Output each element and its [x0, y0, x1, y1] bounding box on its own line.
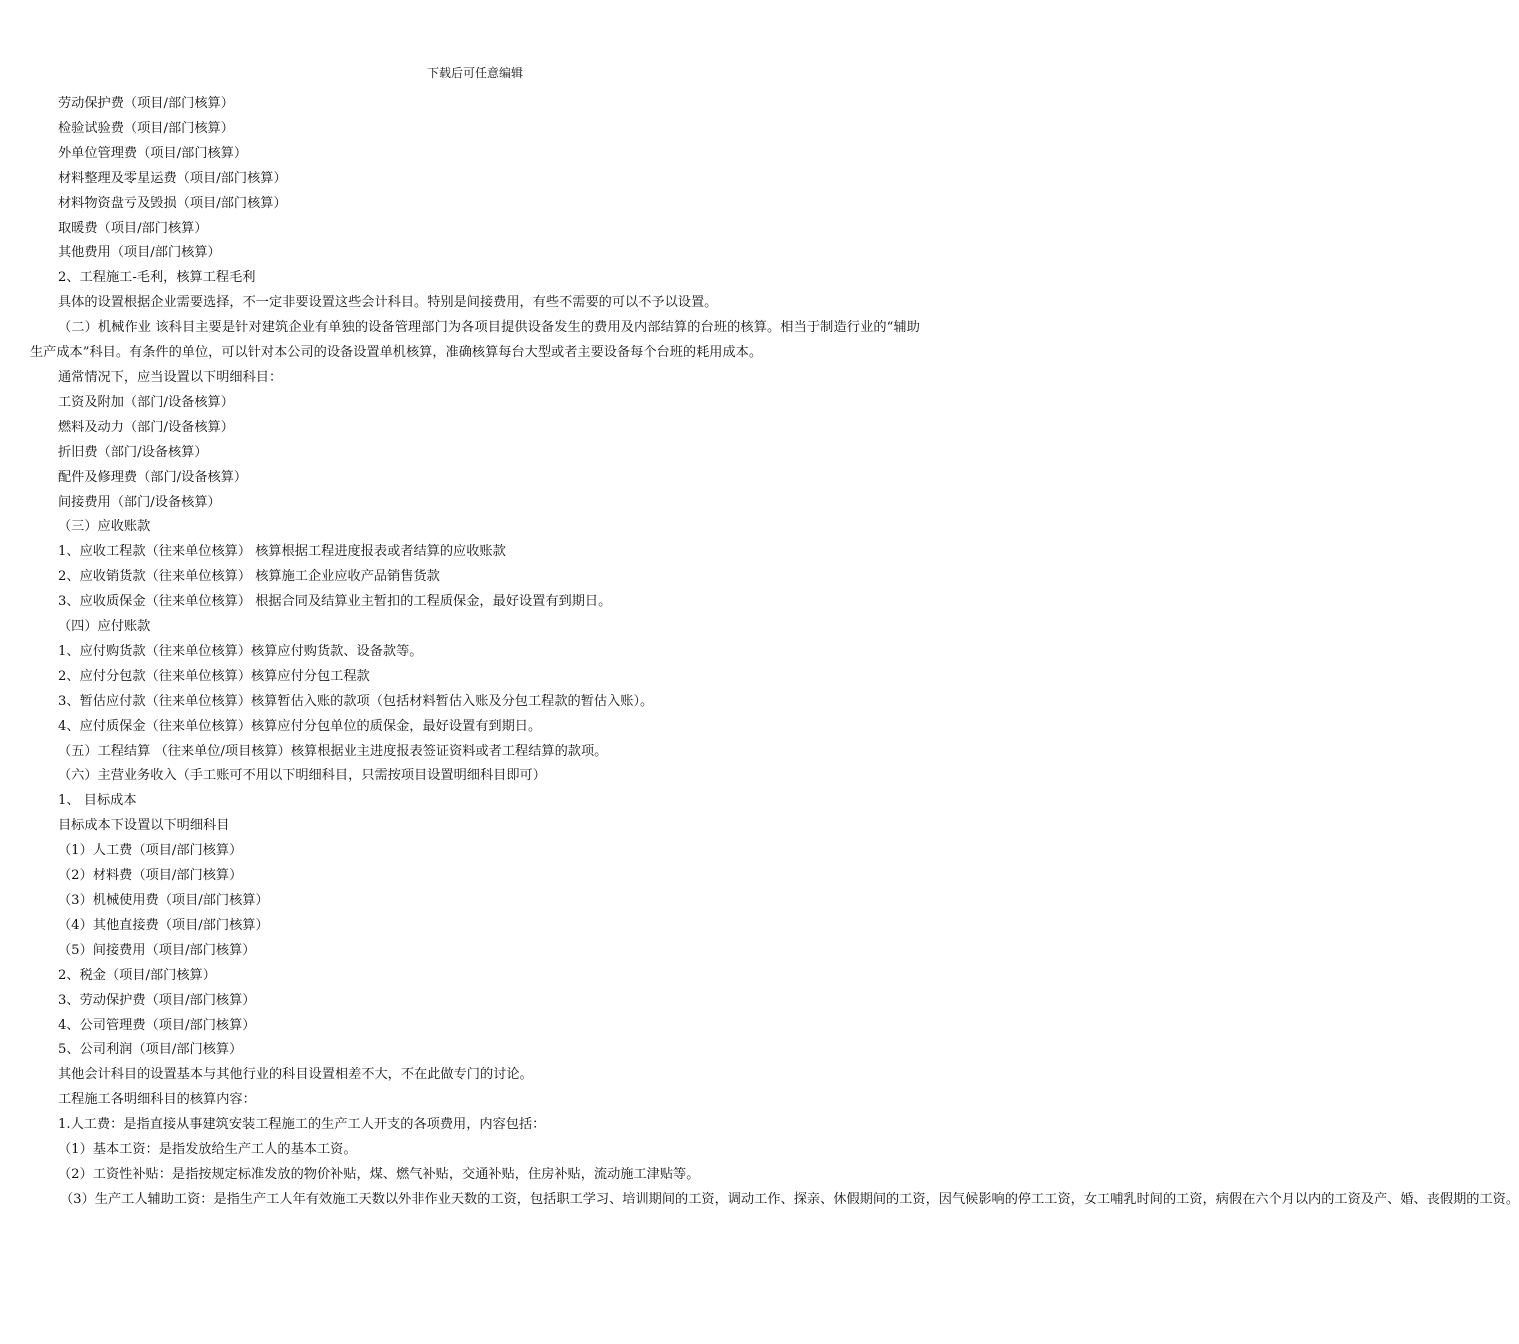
text-line: 1.人工费：是指直接从事建筑安装工程施工的生产工人开支的各项费用，内容包括：: [58, 1117, 546, 1133]
section-heading: （三）应收账款: [58, 519, 151, 535]
text-line: 劳动保护费（项目/部门核算）: [58, 96, 234, 111]
section-heading: （五）工程结算 （往来单位/项目核算）核算根据业主进度报表签证资料或者工程结算的款项。: [58, 743, 608, 759]
text-line: （1）人工费（项目/部门核算）: [58, 843, 243, 859]
text-line: （3）生产工人辅助工资：是指生产工人年有效施工天数以外非作业天数的工资，包括职工学习、培训期间的工资，调动工作、探亲、休假期间的工资，因气候影响的停工工资，女工哺乳时间的工资，病假在六个月以内的工资及产、婚、丧假期的工资。: [60, 1191, 1519, 1207]
text-line: 材料物资盘亏及毁损（项目/部门核算）: [58, 195, 287, 211]
text-line: 通常情况下，应当设置以下明细科目：: [58, 369, 283, 385]
text-line: 其他费用（项目/部门核算）: [58, 245, 221, 261]
text-line: 3、劳动保护费（项目/部门核算）: [58, 992, 256, 1008]
text-line: 折旧费（部门/设备核算）: [58, 444, 208, 460]
text-line: （3）机械使用费（项目/部门核算）: [58, 893, 269, 908]
text-paragraph: （二）机械作业 该科目主要是针对建筑企业有单独的设备管理部门为各项目提供设备发生的费用及内部结算的台班的核算。相当于制造行业的“辅助生产成本”科目。有条件的单位，可以针对本公司的设备设置单机核算，准确核算每台大型或者主要设备每个台班的耗用成本。: [30, 320, 920, 361]
text-line: （2）材料费（项目/部门核算）: [58, 868, 243, 884]
text-line: 取暖费（项目/部门核算）: [58, 220, 208, 236]
text-line: 目标成本下设置以下明细科目: [58, 818, 230, 834]
text-line: 工程施工各明细科目的核算内容：: [58, 1092, 256, 1108]
document-body: [30, 92, 1519, 1213]
text-line: 2、应付分包款（往来单位核算）核算应付分包工程款: [58, 668, 370, 684]
text-line: 5、公司利润（项目/部门核算）: [58, 1042, 243, 1058]
text-line: 间接费用（部门/设备核算）: [58, 494, 221, 510]
text-line: 材料整理及零星运费（项目/部门核算）: [58, 170, 287, 186]
text-line: （1）基本工资：是指发放给生产工人的基本工资。: [58, 1142, 357, 1158]
section-heading: （六）主营业务收入（手工账可不用以下明细科目，只需按项目设置明细科目即可）: [58, 768, 546, 784]
text-line: 2、税金（项目/部门核算）: [58, 967, 216, 983]
section-heading: （四）应付账款: [58, 619, 151, 635]
text-line: （4）其他直接费（项目/部门核算）: [58, 917, 269, 933]
text-line: 4、应付质保金（往来单位核算）核算应付分包单位的质保金，最好设置有到期日。: [58, 718, 542, 734]
text-line: 1、应收工程款（往来单位核算） 核算根据工程进度报表或者结算的应收账款: [58, 544, 506, 560]
text-line: 3、暂估应付款（往来单位核算）核算暂估入账的款项（包括材料暂估入账及分包工程款的暂估入账）。: [58, 693, 654, 709]
text-line: 具体的设置根据企业需要选择，不一定非要设置这些会计科目。特别是间接费用，有些不需要的可以不予以设置。: [58, 295, 718, 311]
text-line: 配件及修理费（部门/设备核算）: [58, 469, 248, 485]
text-line: （5）间接费用（项目/部门核算）: [58, 942, 256, 958]
page-header: 下载后可任意编辑: [426, 66, 523, 80]
text-line: 检验试验费（项目/部门核算）: [58, 120, 234, 136]
text-line: 燃料及动力（部门/设备核算）: [58, 419, 234, 435]
text-line: 其他会计科目的设置基本与其他行业的科目设置相差不大，不在此做专门的讨论。: [58, 1067, 533, 1083]
text-line: （2）工资性补贴：是指按规定标准发放的物价补贴，煤、燃气补贴，交通补贴，住房补贴，流动施工津贴等。: [58, 1166, 700, 1182]
text-line: 4、公司管理费（项目/部门核算）: [58, 1017, 256, 1033]
text-line: 3、应收质保金（往来单位核算） 根据合同及结算业主暂扣的工程质保金，最好设置有到期日。: [58, 594, 612, 610]
text-line: 外单位管理费（项目/部门核算）: [58, 145, 248, 161]
text-line: 1、 目标成本: [58, 793, 137, 809]
text-line: 1、应付购货款（往来单位核算）核算应付购货款、设备款等。: [58, 643, 423, 659]
text-line: 2、工程施工-毛利，核算工程毛利: [58, 270, 256, 286]
text-line: 2、应收销货款（往来单位核算） 核算施工企业应收产品销售货款: [58, 569, 440, 585]
text-line: 工资及附加（部门/设备核算）: [58, 394, 234, 410]
